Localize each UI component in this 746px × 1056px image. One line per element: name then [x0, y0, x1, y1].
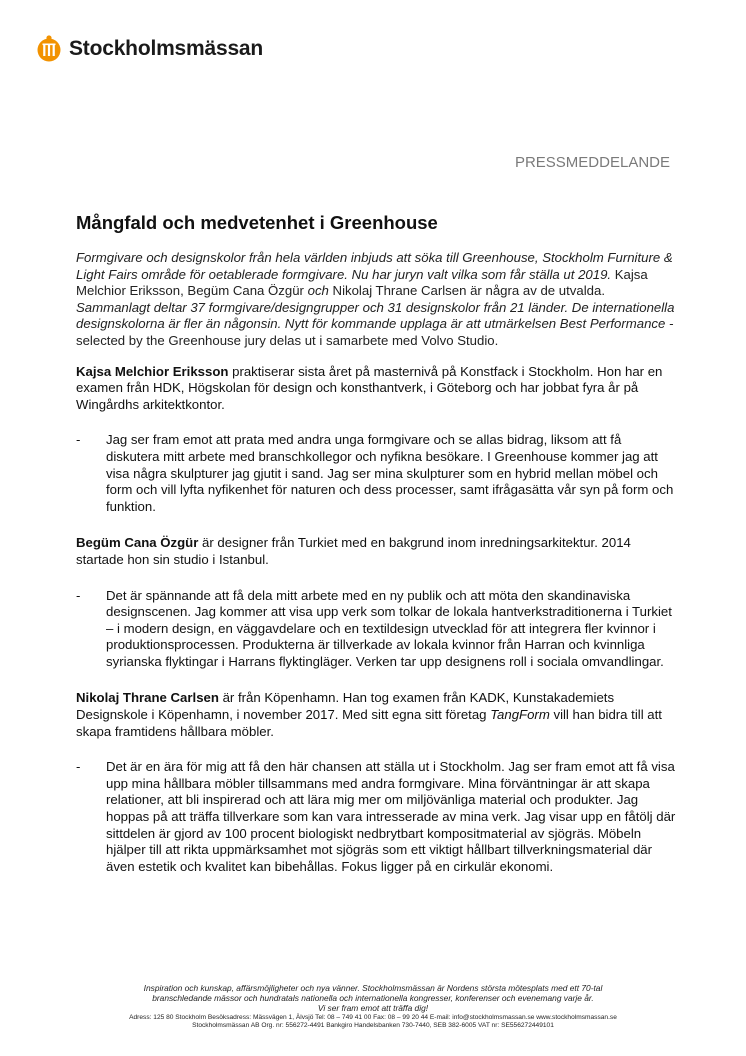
lead-text-3: Sammanlagt deltar 37 formgivare/designgrupper och 31 designskolor från 21 länder. De internationella designskolorna är fler än någonsin. Nytt för kommande upplaga är att utmärkelsen Best Performance - [76, 299, 675, 332]
designer-name: Kajsa Melchior Eriksson [76, 363, 229, 379]
footer-address: Adress: 125 80 Stockholm Besöksadress: Mässvägen 1, Älvsjö Tel: 08 – 749 41 00 Fax: 08 – 99 20 44 E-mail: info@stockholmsmassan.se www.stockholmsmassan.se [129, 1013, 617, 1021]
lead-text-4: selected by the Greenhouse jury delas ut i samarbete med Volvo Studio. [76, 332, 499, 348]
article-body [76, 250, 676, 893]
stockholmsmassan-logo[interactable] [37, 35, 263, 63]
designer-bio-text-end: vill han bidra till att skapa framtidens hållbara möbler. [76, 707, 662, 739]
stockholmsmassan-logo-icon [37, 35, 61, 63]
lead-names-1: Kajsa Melchior Eriksson, Begüm Cana Özgür [76, 266, 648, 299]
quote-dash: - [76, 587, 81, 603]
document-type-label: PRESSMEDDELANDE [514, 154, 670, 171]
designer-bio-text: praktiserar sista året på masternivå på Konstfack i Stockholm. Hon har en examen från HDK, Högskolan för design och konsthantverk, i Göteborg och har jobbat fyra år på Wingårdhs arkitektkontor. [76, 363, 663, 412]
brand-name: Stockholmsmässan [69, 37, 264, 60]
footer-tagline-3: Vi ser fram emot att träffa dig! [317, 1003, 429, 1014]
designer-name: Begüm Cana Özgür [76, 535, 199, 551]
designer-bio [76, 690, 676, 740]
footer-tagline-1: Inspiration och kunskap, affärsmöjligheter och nya vänner. Stockholmsmässan är Nordens största mötesplats med ett 70-tal [143, 983, 603, 993]
footer-company-info: Stockholmsmässan AB Org. nr: 556272-4491 Bankgiro Handelsbanken 730-7440, SEB 382-6005 VAT nr: SE556272449101 [192, 1022, 554, 1030]
designer-name: Nikolaj Thrane Carlsen [76, 690, 219, 706]
designer-quote [76, 759, 676, 875]
company-name: TangForm [490, 707, 550, 723]
lead-paragraph [76, 250, 676, 350]
designer-bio-text: är designer från Turkiet med en bakgrund inom inredningsarkitektur. 2014 startade hon sin studio i Istanbul. [76, 535, 631, 567]
designer-quote [76, 587, 676, 671]
page-footer [0, 983, 746, 1031]
designer-bio [76, 535, 676, 568]
lead-text-1: Formgivare och designskolor från hela världen inbjuds att söka till Greenhouse, Stockholm Furniture & Light Fairs område för oetablerade formgivare. Nu har juryn valt vilka som får ställa ut 2019. [76, 250, 673, 282]
designer-bio-text: är från Köpenhamn. Han tog examen från KADK, Kunstakademiets Designskole i Köpenhamn, i november 2017. Med sitt egna sitt företag [76, 690, 615, 723]
quote-dash: - [76, 432, 81, 448]
article-title: Mångfald och medvetenhet i Greenhouse [76, 212, 438, 233]
lead-names-2: Nikolaj Thrane Carlsen är några av de utvalda. [332, 283, 605, 299]
footer-tagline-2: branschledande mässor och hundratals nationella och internationella kongresser, konferenser och evenemang varje år. [152, 993, 594, 1004]
designer-bio [76, 364, 676, 414]
designer-quote-text: Jag ser fram emot att prata med andra unga formgivare och se allas bidrag, liksom att få diskutera mitt arbete med branschkollegor och nyfikna besökare. I Greenhouse kommer jag att visa några skulpturer jag gjutit i sand. Jag ser mina skulpturer som en hybrid mellan möbel och form och vill lyfta nyfikenhet för naturen och dess processer, samt ifrågasätta vår syn på form och funktion. [106, 432, 674, 514]
designer-quote [76, 432, 676, 515]
designer-quote-text: Det är spännande att få dela mitt arbete med en ny publik och att möta den skandinaviska designscenen. Jag kommer att visa upp verk som tolkar de lokala hantverkstraditionerna i Turkiet – i modern design, en väggavdelare och en textildesign utvecklad för att integrera fler kvinnor i produktionsprocessen. Produkterna är tillverkade av lokala kvinnor från Harran och kvinnliga syrianska flyktingar i Harrans flyktingläger. Verken tar upp designens roll i sociala omvandlingar. [106, 587, 672, 669]
quote-dash: - [76, 759, 81, 775]
lead-text-2: och [303, 283, 333, 299]
designer-quote-text: Det är en ära för mig att få den här chansen att ställa ut i Stockholm. Jag ser fram emot att få visa upp mina hållbara möbler tillsammans med andra formgivare. Mina förväntningar är att skapa relationer, att bli inspirerad och att lära mig mer om miljövänliga material och produkter. Jag hoppas på att träffa tillverkare som kan vara intresserade av mina verk. Jag visar upp en fåtölj där sittdelen är gjord av 100 procent biologiskt nedbrytbart kompositmaterial av sjögräs. Möbeln hjälper till att rikta uppmärksamhet mot sjögräs som ett viktigt hållbart tillverkningsmaterial där även estetik och kvalitet kan bibehållas. Fokus ligger på en cirkulär ekonomi. [106, 759, 676, 874]
